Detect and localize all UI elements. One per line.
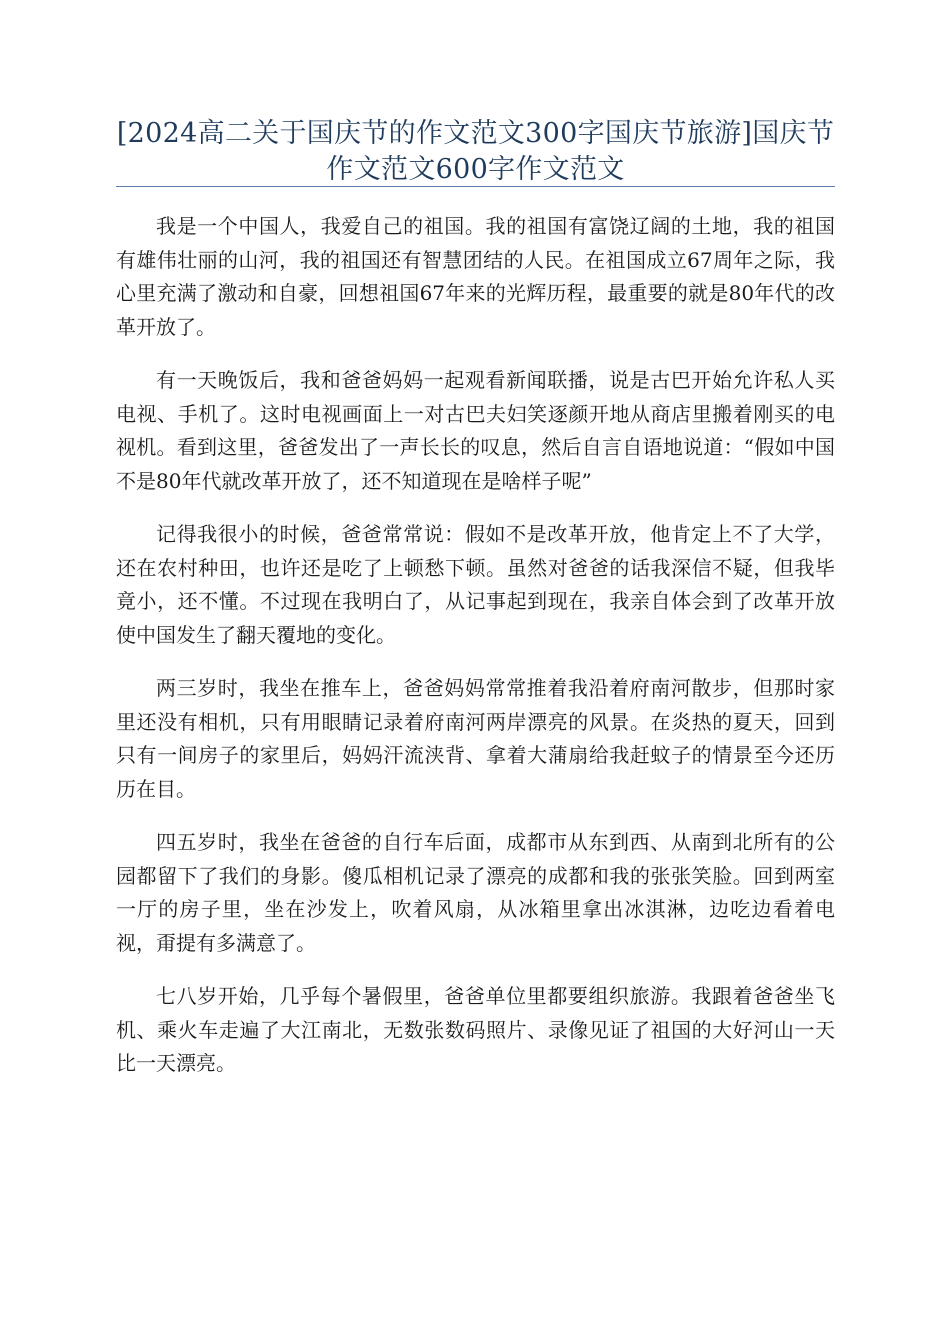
paragraph-2: 有一天晚饭后，我和爸爸妈妈一起观看新闻联播，说是古巴开始允许私人买电视、手机了。这时电视画面上一对古巴夫妇笑逐颜开地从商店里搬着刚买的电视机。看到这里，爸爸发出了一声长长的叹息，然后自言自语地说道：“假如中国不是80年代就改革开放了，还不知道现在是啥样子呢” bbox=[116, 368, 835, 493]
title-underline bbox=[116, 186, 835, 187]
paragraph-1: 我是一个中国人，我爱自己的祖国。我的祖国有富饶辽阔的土地，我的祖国有雄伟壮丽的山河，我的祖国还有智慧团结的人民。在祖国成立67周年之际，我心里充满了激动和自豪，回想祖国67年来的光辉历程，最重要的就是80年代的改革开放了。 bbox=[116, 214, 835, 339]
paragraph-4: 两三岁时，我坐在推车上，爸爸妈妈常常推着我沿着府南河散步，但那时家里还没有相机，只有用眼睛记录着府南河两岸漂亮的风景。在炎热的夏天，回到只有一间房子的家里后，妈妈汗流浃背、拿着大蒲扇给我赶蚊子的情景至今还历历在目。 bbox=[116, 676, 835, 801]
paragraph-3: 记得我很小的时候，爸爸常常说：假如不是改革开放，他肯定上不了大学，还在农村种田，也许还是吃了上顿愁下顿。虽然对爸爸的话我深信不疑，但我毕竟小，还不懂。不过现在我明白了，从记事起到现在，我亲自体会到了改革开放使中国发生了翻天覆地的变化。 bbox=[116, 522, 835, 647]
paragraph-5: 四五岁时，我坐在爸爸的自行车后面，成都市从东到西、从南到北所有的公园都留下了我们的身影。傻瓜相机记录了漂亮的成都和我的张张笑脸。回到两室一厅的房子里，坐在沙发上，吹着风扇，从冰箱里拿出冰淇淋，边吃边看着电视，甭提有多满意了。 bbox=[116, 830, 835, 955]
paragraph-6: 七八岁开始，几乎每个暑假里，爸爸单位里都要组织旅游。我跟着爸爸坐飞机、乘火车走遍了大江南北，无数张数码照片、录像见证了祖国的大好河山一天比一天漂亮。 bbox=[116, 984, 835, 1075]
document-body bbox=[116, 210, 835, 1101]
document-title: [2024高二关于国庆节的作文范文300字国庆节旅游]国庆节作文范文600字作文范文 bbox=[116, 118, 835, 185]
